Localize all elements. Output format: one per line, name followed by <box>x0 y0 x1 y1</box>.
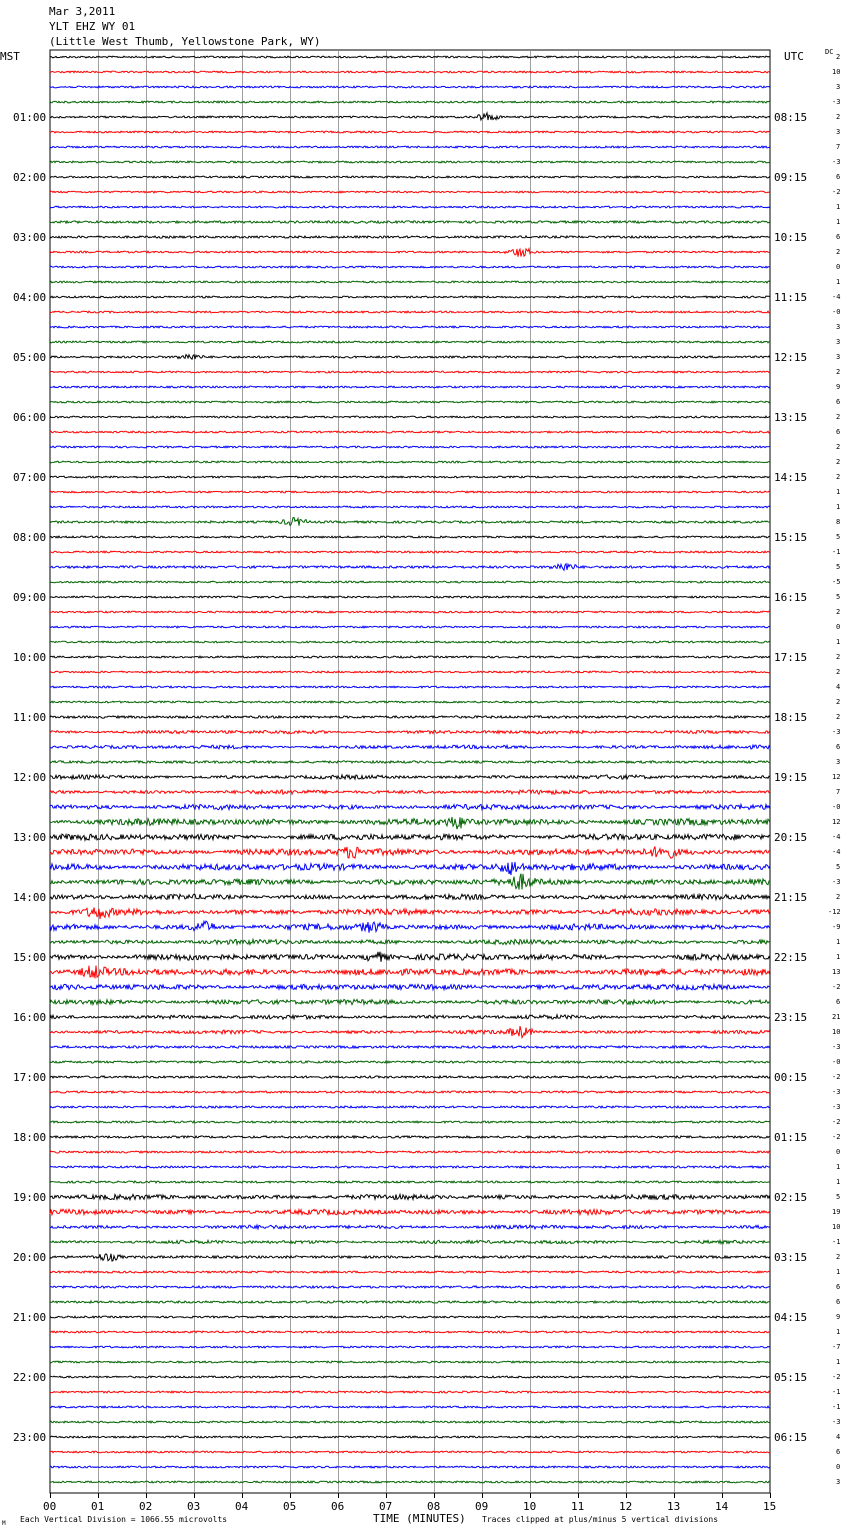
trace-row-60 <box>50 952 770 962</box>
dc-offset-value: 6 <box>836 398 841 406</box>
trace-row-14 <box>50 266 770 268</box>
trace-row-65 <box>50 1026 770 1038</box>
trace-row-88 <box>50 1376 770 1378</box>
trace-row-18 <box>50 326 770 328</box>
station-location: (Little West Thumb, Yellowstone Park, WY) <box>49 35 321 48</box>
mst-hour-label: 22:00 <box>13 1371 47 1384</box>
dc-offset-value: 3 <box>836 1478 841 1486</box>
trace-row-35 <box>50 581 770 583</box>
dc-offset-value: 2 <box>836 893 841 901</box>
mst-hour-label: 18:00 <box>13 1131 47 1144</box>
dc-offset-value: -12 <box>828 908 841 916</box>
trace-row-38 <box>50 626 770 628</box>
trace-row-52 <box>50 834 770 840</box>
dc-offset-value: -3 <box>832 158 841 166</box>
trace-row-13 <box>50 249 770 257</box>
utc-hour-label: 11:15 <box>774 291 808 304</box>
trace-row-27 <box>50 461 770 463</box>
trace-row-4 <box>50 113 770 120</box>
mst-hour-label: 04:00 <box>13 291 47 304</box>
mst-hour-label: 11:00 <box>13 711 47 724</box>
x-tick-label: 01 <box>91 1500 105 1513</box>
utc-hour-label: 12:15 <box>774 351 808 364</box>
dc-offset-value: 21 <box>832 1013 841 1021</box>
trace-row-46 <box>50 745 770 749</box>
trace-row-92 <box>50 1436 770 1438</box>
dc-offset-value: -2 <box>832 1118 841 1126</box>
dc-offset-value: 6 <box>836 1298 841 1306</box>
utc-hour-label: 01:15 <box>774 1131 808 1144</box>
trace-row-68 <box>50 1076 770 1078</box>
trace-row-95 <box>50 1481 770 1483</box>
trace-row-54 <box>50 862 770 875</box>
trace-row-45 <box>50 730 770 733</box>
trace-row-84 <box>50 1316 770 1318</box>
trace-row-48 <box>50 775 770 779</box>
mst-hour-label: 23:00 <box>13 1431 47 1444</box>
trace-row-81 <box>50 1271 770 1273</box>
utc-hour-label: 17:15 <box>774 651 808 664</box>
dc-offset-value: 1 <box>836 203 841 211</box>
mst-hour-label: 16:00 <box>13 1011 47 1024</box>
mst-hour-label: 21:00 <box>13 1311 47 1324</box>
dc-offset-value: -2 <box>832 188 841 196</box>
trace-row-47 <box>50 761 770 763</box>
trace-row-28 <box>50 476 770 478</box>
dc-offset-value: 3 <box>836 83 841 91</box>
dc-offset-value: 8 <box>836 518 841 526</box>
dc-offset-value: -3 <box>832 1088 841 1096</box>
dc-offset-value: 1 <box>836 938 841 946</box>
plot-date: Mar 3,2011 <box>49 5 116 18</box>
dc-offset-value: -3 <box>832 98 841 106</box>
trace-row-21 <box>50 371 770 373</box>
mst-hour-label: 06:00 <box>13 411 47 424</box>
trace-row-40 <box>50 656 770 658</box>
dc-offset-value: 2 <box>836 653 841 661</box>
trace-row-55 <box>50 874 770 890</box>
dc-offset-value: -1 <box>832 548 841 556</box>
trace-row-2 <box>50 86 770 88</box>
trace-row-50 <box>50 804 770 809</box>
dc-offset-value: 5 <box>836 563 841 571</box>
dc-offset-value: 5 <box>836 593 841 601</box>
dc-offset-value: 2 <box>836 698 841 706</box>
trace-row-42 <box>50 686 770 688</box>
trace-row-72 <box>50 1136 770 1138</box>
trace-row-19 <box>50 341 770 343</box>
dc-offset-value: -4 <box>832 833 841 841</box>
mst-hour-label: 13:00 <box>13 831 47 844</box>
dc-offset-value: 2 <box>836 458 841 466</box>
utc-hour-label: 23:15 <box>774 1011 808 1024</box>
dc-offset-value: 1 <box>836 953 841 961</box>
dc-offset-value: -7 <box>832 1343 841 1351</box>
trace-row-87 <box>50 1361 770 1363</box>
mst-hour-label: 02:00 <box>13 171 47 184</box>
trace-row-59 <box>50 939 770 944</box>
x-tick-label: 15 <box>763 1500 777 1513</box>
trace-row-32 <box>50 536 770 538</box>
utc-hour-label: 02:15 <box>774 1191 808 1204</box>
trace-row-12 <box>50 236 770 238</box>
mst-hour-label: 05:00 <box>13 351 47 364</box>
trace-row-33 <box>50 551 770 553</box>
utc-hour-label: 22:15 <box>774 951 808 964</box>
trace-row-24 <box>50 416 770 418</box>
trace-row-49 <box>50 790 770 794</box>
trace-row-37 <box>50 611 770 613</box>
dc-offset-value: 7 <box>836 143 841 151</box>
dc-offset-value: 7 <box>836 788 841 796</box>
dc-offset-value: -2 <box>832 1373 841 1381</box>
dc-offset-value: -3 <box>832 878 841 886</box>
x-tick-label: 12 <box>619 1500 633 1513</box>
mst-hour-label: 03:00 <box>13 231 47 244</box>
utc-hour-label: 06:15 <box>774 1431 808 1444</box>
mst-hour-label: 01:00 <box>13 111 47 124</box>
station-id: YLT EHZ WY 01 <box>49 20 136 33</box>
utc-hour-label: 08:15 <box>774 111 808 124</box>
dc-offset-value: -2 <box>832 1073 841 1081</box>
x-tick-label: 06 <box>331 1500 345 1513</box>
trace-row-0 <box>50 56 770 58</box>
dc-offset-value: 5 <box>836 863 841 871</box>
mst-axis-label: MST <box>0 50 20 63</box>
mst-hour-label: 15:00 <box>13 951 47 964</box>
trace-row-70 <box>50 1106 770 1108</box>
dc-offset-value: 2 <box>836 1253 841 1261</box>
trace-row-93 <box>50 1451 770 1453</box>
dc-offset-value: 6 <box>836 1448 841 1456</box>
dc-offset-value: 2 <box>836 473 841 481</box>
trace-row-31 <box>50 518 770 526</box>
utc-hour-label: 00:15 <box>774 1071 808 1084</box>
x-tick-label: 04 <box>235 1500 249 1513</box>
trace-row-78 <box>50 1225 770 1229</box>
dc-offset-value: 0 <box>836 623 841 631</box>
dc-offset-value: -1 <box>832 1238 841 1246</box>
dc-offset-value: 5 <box>836 533 841 541</box>
trace-row-39 <box>50 641 770 643</box>
dc-offset-value: -1 <box>832 1403 841 1411</box>
utc-hour-label: 18:15 <box>774 711 808 724</box>
mst-hour-label: 10:00 <box>13 651 47 664</box>
mst-hour-label: 14:00 <box>13 891 47 904</box>
x-tick-label: 03 <box>187 1500 201 1513</box>
mst-hour-label: 17:00 <box>13 1071 47 1084</box>
utc-hour-label: 13:15 <box>774 411 808 424</box>
dc-offset-value: -9 <box>832 923 841 931</box>
trace-row-66 <box>50 1046 770 1048</box>
dc-offset-value: 2 <box>836 248 841 256</box>
utc-hour-label: 04:15 <box>774 1311 808 1324</box>
trace-row-34 <box>50 564 770 570</box>
trace-row-10 <box>50 206 770 208</box>
dc-offset-value: 10 <box>832 68 841 76</box>
dc-offset-value: 1 <box>836 1268 841 1276</box>
x-tick-label: 11 <box>571 1500 585 1513</box>
utc-hour-label: 16:15 <box>774 591 808 604</box>
utc-hour-label: 09:15 <box>774 171 808 184</box>
trace-row-25 <box>50 431 770 433</box>
dc-offset-value: 1 <box>836 503 841 511</box>
x-tick-label: 07 <box>379 1500 393 1513</box>
trace-row-75 <box>50 1181 770 1183</box>
dc-offset-value: -2 <box>832 983 841 991</box>
dc-offset-value: 2 <box>836 713 841 721</box>
dc-offset-value: 19 <box>832 1208 841 1216</box>
trace-row-3 <box>50 101 770 103</box>
trace-row-82 <box>50 1286 770 1288</box>
dc-offset-value: 9 <box>836 1313 841 1321</box>
utc-hour-label: 05:15 <box>774 1371 808 1384</box>
dc-offset-value: 1 <box>836 1163 841 1171</box>
trace-row-56 <box>50 894 770 899</box>
x-tick-label: 14 <box>715 1500 729 1513</box>
trace-row-6 <box>50 146 770 148</box>
utc-axis-label: UTC <box>784 50 804 63</box>
trace-row-76 <box>50 1194 770 1199</box>
dc-offset-value: 1 <box>836 1358 841 1366</box>
dc-offset-value: 1 <box>836 638 841 646</box>
trace-row-5 <box>50 131 770 133</box>
dc-offset-value: 0 <box>836 1463 841 1471</box>
trace-row-8 <box>50 176 770 178</box>
trace-row-23 <box>50 401 770 403</box>
trace-row-29 <box>50 491 770 493</box>
trace-row-44 <box>50 716 770 718</box>
utc-hour-label: 14:15 <box>774 471 808 484</box>
dc-offset-value: 1 <box>836 1178 841 1186</box>
dc-offset-value: 2 <box>836 608 841 616</box>
mst-hour-label: 07:00 <box>13 471 47 484</box>
trace-row-63 <box>50 1000 770 1005</box>
dc-offset-value: -3 <box>832 728 841 736</box>
dc-offset-value: 12 <box>832 818 841 826</box>
trace-row-20 <box>50 355 770 360</box>
dc-offset-value: 1 <box>836 488 841 496</box>
dc-offset-value: 3 <box>836 338 841 346</box>
trace-row-7 <box>50 161 770 163</box>
dc-offset-value: 3 <box>836 758 841 766</box>
x-tick-label: 09 <box>475 1500 489 1513</box>
scale-note: Each Vertical Division = 1066.55 microvolts <box>20 1515 228 1524</box>
trace-row-86 <box>50 1346 770 1348</box>
dc-offset-value: -1 <box>832 1388 841 1396</box>
trace-row-69 <box>50 1091 770 1093</box>
dc-offset-value: 0 <box>836 263 841 271</box>
x-axis-title: TIME (MINUTES) <box>373 1512 466 1525</box>
dc-offset-value: -5 <box>832 578 841 586</box>
trace-row-74 <box>50 1166 770 1168</box>
trace-row-43 <box>50 701 770 703</box>
trace-row-77 <box>50 1209 770 1215</box>
trace-row-73 <box>50 1151 770 1153</box>
trace-row-80 <box>50 1254 770 1261</box>
utc-hour-label: 20:15 <box>774 831 808 844</box>
dc-offset-value: 2 <box>836 443 841 451</box>
trace-row-62 <box>50 984 770 990</box>
trace-row-57 <box>50 907 770 919</box>
dc-offset-value: 10 <box>832 1223 841 1231</box>
utc-hour-label: 10:15 <box>774 231 808 244</box>
trace-row-89 <box>50 1391 770 1393</box>
dc-offset-value: 3 <box>836 323 841 331</box>
dc-offset-value: -2 <box>832 1133 841 1141</box>
trace-row-17 <box>50 311 770 313</box>
trace-row-53 <box>50 847 770 859</box>
trace-row-79 <box>50 1240 770 1244</box>
trace-row-1 <box>50 71 770 73</box>
trace-row-94 <box>50 1466 770 1468</box>
dc-offset-value: 6 <box>836 428 841 436</box>
dc-offset-value: 13 <box>832 968 841 976</box>
dc-offset-value: 3 <box>836 353 841 361</box>
trace-row-30 <box>50 506 770 508</box>
dc-offset-value: 2 <box>836 368 841 376</box>
dc-offset-value: 4 <box>836 1433 841 1441</box>
x-tick-label: 05 <box>283 1500 297 1513</box>
trace-row-22 <box>50 386 770 388</box>
dc-offset-value: 1 <box>836 218 841 226</box>
mst-hour-label: 12:00 <box>13 771 47 784</box>
dc-offset-value: 6 <box>836 173 841 181</box>
dc-offset-value: 12 <box>832 773 841 781</box>
x-tick-label: 13 <box>667 1500 681 1513</box>
trace-row-15 <box>50 281 770 283</box>
trace-row-41 <box>50 671 770 673</box>
trace-row-71 <box>50 1121 770 1123</box>
trace-row-83 <box>50 1301 770 1303</box>
dc-offset-value: 6 <box>836 998 841 1006</box>
x-tick-label: 00 <box>43 1500 57 1513</box>
utc-hour-label: 03:15 <box>774 1251 808 1264</box>
dc-offset-value: -3 <box>832 1103 841 1111</box>
dc-offset-value: 2 <box>836 113 841 121</box>
trace-row-58 <box>50 921 770 933</box>
dc-offset-value: -4 <box>832 293 841 301</box>
mst-hour-label: 20:00 <box>13 1251 47 1264</box>
utc-hour-label: 21:15 <box>774 891 808 904</box>
dc-offset-value: 1 <box>836 278 841 286</box>
dc-offset-value: 5 <box>836 1193 841 1201</box>
trace-row-61 <box>50 966 770 979</box>
dc-offset-value: 2 <box>836 53 841 61</box>
dc-offset-value: 3 <box>836 128 841 136</box>
dc-offset-value: 2 <box>836 668 841 676</box>
dc-label: DC <box>825 48 834 56</box>
trace-row-11 <box>50 221 770 223</box>
trace-row-36 <box>50 596 770 598</box>
dc-offset-value: 9 <box>836 383 841 391</box>
trace-row-51 <box>50 817 770 829</box>
corner-mark: M <box>2 1520 6 1527</box>
trace-row-9 <box>50 191 770 193</box>
dc-offset-value: -0 <box>832 803 841 811</box>
clip-note: Traces clipped at plus/minus 5 vertical divisions <box>482 1515 719 1524</box>
dc-offset-value: -0 <box>832 308 841 316</box>
trace-row-90 <box>50 1406 770 1408</box>
trace-row-91 <box>50 1421 770 1423</box>
trace-row-26 <box>50 446 770 448</box>
dc-offset-value: -0 <box>832 1058 841 1066</box>
trace-row-16 <box>50 296 770 298</box>
trace-row-67 <box>50 1061 770 1063</box>
utc-hour-label: 19:15 <box>774 771 808 784</box>
x-tick-label: 10 <box>523 1500 537 1513</box>
x-tick-label: 02 <box>139 1500 153 1513</box>
utc-hour-label: 15:15 <box>774 531 808 544</box>
dc-offset-value: 4 <box>836 683 841 691</box>
dc-offset-value: 1 <box>836 1328 841 1336</box>
dc-offset-value: -3 <box>832 1418 841 1426</box>
mst-hour-label: 08:00 <box>13 531 47 544</box>
dc-offset-value: 2 <box>836 413 841 421</box>
dc-offset-value: 10 <box>832 1028 841 1036</box>
x-tick-label: 08 <box>427 1500 441 1513</box>
dc-offset-value: 6 <box>836 233 841 241</box>
dc-offset-value: -3 <box>832 1043 841 1051</box>
mst-hour-label: 19:00 <box>13 1191 47 1204</box>
trace-row-85 <box>50 1331 770 1333</box>
dc-offset-value: 6 <box>836 743 841 751</box>
mst-hour-label: 09:00 <box>13 591 47 604</box>
dc-offset-value: -4 <box>832 848 841 856</box>
trace-row-64 <box>50 1015 770 1019</box>
dc-offset-value: 0 <box>836 1148 841 1156</box>
dc-offset-value: 6 <box>836 1283 841 1291</box>
